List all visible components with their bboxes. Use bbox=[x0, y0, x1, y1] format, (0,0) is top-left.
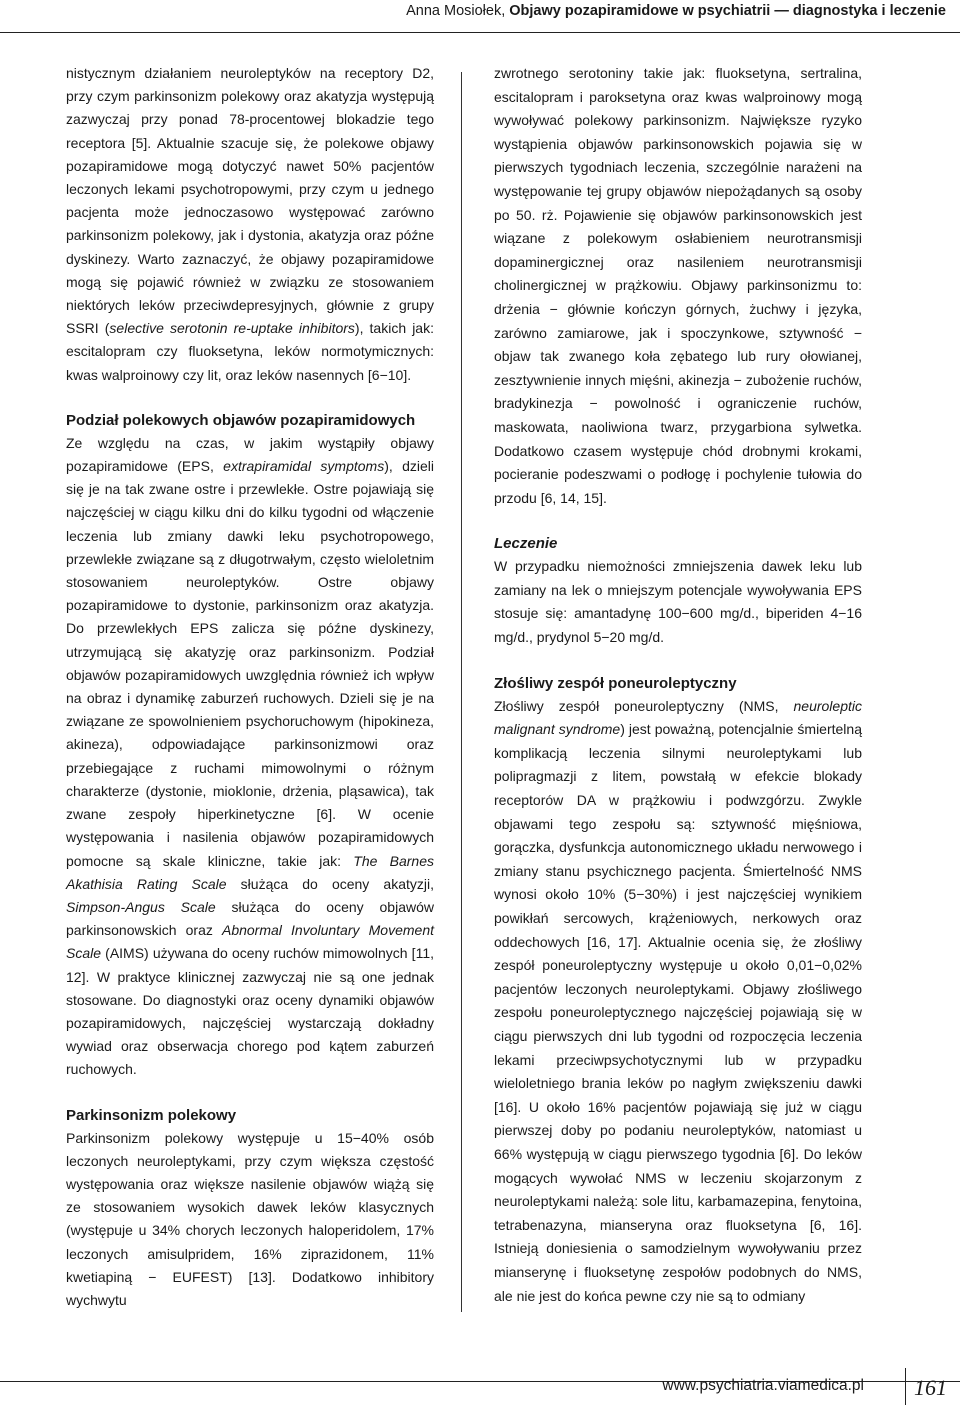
section-heading-podzial: Podział polekowych objawów pozapiramidowych bbox=[66, 411, 416, 429]
running-header bbox=[406, 0, 946, 22]
section-heading-leczenie: Leczenie bbox=[494, 535, 558, 553]
section-heading-parkinsonizm: Parkinsonizm polekowy bbox=[66, 1106, 237, 1124]
paragraph: zwrotnego serotoniny takie jak: fluoksetyna, sertralina, escitalopram i paroksetyna oraz kwas walproinowy mogą wywoływać polekowy parkinsonizm. Największe ryzyko wystąpienia objawów parkinsonowskich pojawia się w pierwszych tygodniach leczenia, szczególnie narażeni na występowanie tej grupy objawów niepożądanych są osoby po 50. rż. Pojawienie się objawów parkinsonowskich jest wiązane z polekowym osłabieniem neurotransmisji dopaminergicznej oraz nasileniem neurotransmisji cholinergicznej w prążkowiu. Objawy parkinsonizmu to: drżenia − głównie kończyn górnych, żuchwy i języka, zarówno zamiarowe, jak i spoczynkowe, sztywność − objaw tak zwanego koła zębatego lub rury ołowianej, zesztywnienie innych mięśni, akinezja − zubożenie ruchów, bradykinezja − powolność i ograniczenie ruchów, maskowata, naoliwiona twarz, przygarbiona sylwetka. Dodatkowo czasem występuje chód drobnymi krokami, pocieranie podeszwami o podłogę i pochylenie tułowia do przodu [6, 14, 15]. bbox=[494, 65, 862, 506]
journal-url: www.psychiatria.viamedica.pl bbox=[662, 1377, 864, 1394]
right-column bbox=[494, 62, 862, 1308]
section-heading-nms: Złośliwy zespół poneuroleptyczny bbox=[494, 674, 737, 692]
header-title: Objawy pozapiramidowe w psychiatrii — diagnostyka i leczenie bbox=[505, 3, 946, 19]
paragraph: nistycznym działaniem neuroleptyków na receptory D2, przy czym parkinsonizm polekowy oraz akatyzja występują zazwyczaj przy ponad 78-procentowej blokadzie tego receptora [5]. Aktualnie szacuje się, że polekowe objawy pozapiramidowe mogą dotyczyć nawet 50% pacjentów leczonych lekami psychotropowymi, przy czym u jednego pacjenta może jednoczasowo występować zarówno parkinsonizm polekowy, jak i dystonia, akatyzja oraz późne dyskinezy. Warto zaznaczyć, że objawy pozapiramidowe mogą się pojawić również w związku ze stosowaniem niektórych leków przeciwdepresyjnych, głównie z grupy SSRI (selective serotonin re-uptake inhibitors), takich jak: escitalopram czy fluoksetyna, leków normotymicznych: kwas walproinowy czy lit, oraz leków nasennych [6−10]. bbox=[66, 65, 434, 383]
page-number: 161 bbox=[914, 1375, 947, 1400]
paragraph: Parkinsonizm polekowy występuje u 15−40% osób leczonych neuroleptykami, przy czym większa częstość występowania oraz większe nasilenie objawów wiążą się ze stosowaniem wysokich dawek leków klasycznych (występuje u 34% chorych leczonych haloperidolem, 17% leczonych amisulpridem, 16% ziprazidonem, 11% kwetiapiną − EUFEST) [13]. Dodatkowo inhibitory wychwytu bbox=[66, 1129, 434, 1308]
left-column bbox=[66, 62, 434, 1312]
header-rule bbox=[0, 32, 960, 33]
paragraph: Złośliwy zespół poneuroleptyczny (NMS, neuroleptic malignant syndrome) jest poważną, potencjalnie śmiertelną komplikacją leczenia silnymi neuroleptykami lub polipragmazji z litem, powstałą w efekcie blokady receptorów DA w prążkowiu i podwzgórzu. Zwykle objawami tego zespołu są: sztywność mięśniowa, gorączka, dysfunkcja autonomicznego układu nerwowego i zmiany stanu psychicznego pacjenta. Śmiertelność NMS wynosi około 10% (5−30%) i jest najczęściej wynikiem powikłań sercowych, krążeniowych, nerkowych oraz oddechowych [16, 17]. Aktualnie ocenia się, że złośliwy zespół poneuroleptyczny występuje u około 0,01−0,02% pacjentów leczonych neuroleptykami. Objawy złośliwego zespołu poneuroleptycznego najczęściej pojawiają się w ciągu pierwszych dni lub tygodni od rozpoczęcia leczenia lekami przeciwpsychotycznymi lub w przypadku wieloletniego brania leków po nagłym zwiększeniu dawki [16]. U około 16% pacjentów pojawiają się już w ciągu pierwszej doby po podaniu neuroleptyków, natomiast u 66% występują w ciągu pierwszego tygodnia [6]. Do leków mogących wywołać NMS w leczeniu skojarzonym z neuroleptykami należą: sole litu, karbamazepina, fenytoina, tetrabenazyna, mianseryna oraz fluoksetyna [6, 16]. Istnieją doniesienia o samodzielnym wywoływaniu przez mianserynę i fluoksetynę zespołów podobnych do NMS, ale nie jest do końca pewne czy nie są to odmiany bbox=[494, 697, 862, 1304]
paragraph: Ze względu na czas, w jakim wystąpiły objawy pozapiramidowe (EPS, extrapiramidal symptoms), dzieli się je na tak zwane ostre i przewlekłe. Ostre pojawiają się najczęściej w ciągu kilku dni do kilku tygodni od włączenie leczenia lub zmiany dawki leku psychotropowego, przewlekłe związane są z długotrwałym, często wieloletnim stosowaniem neuroleptyków. Ostre objawy pozapiramidowe to dystonie, parkinsonizm oraz akatyzja. Do przewlekłych EPS zalicza się późne dyskinezy, utrzymującą się akatyzję oraz parkinsonizm. Podział objawów pozapiramidowych uwzględnia również ich wpływ na obraz i dynamikę zaburzeń ruchowych. Dzieli się je na związane ze spowolnieniem psychoruchowym (hipokineza, akineza), odpowiadające parkinsonizmowi oraz przebiegające z ruchami mimowolnymi o różnym charakterze (dystonie, mioklonie, drżenia, pląsawica), tak zwane zespoły hiperkinetyczne [6]. W ocenie występowania i nasilenia objawów pozapiramidowych pomocne są skale kliniczne, takie jak: The Barnes Akathisia Rating Scale służąca do oceny akatyzji, Simpson-Angus Scale służąca do oceny objawów parkinsonowskich oraz Abnormal Involuntary Movement Scale (AIMS) używana do oceny ruchów mimowolnych [11, 12]. W praktyce klinicznej zazwyczaj nie są one jednak stosowane. Do diagnostyki oraz oceny dynamiki objawów pozapiramidowych, najczęściej wystarczają dokładny wywiad oraz obserwacja chorego pod kątem zaburzeń ruchowych. bbox=[66, 434, 435, 1078]
column-divider bbox=[461, 72, 462, 1312]
paragraph: W przypadku niemożności zmniejszenia dawek leku lub zamiany na lek o mniejszym potencjale wywoływania EPS stosuje się: amantadynę 100−600 mg/d., biperiden 4−16 mg/d., prydynol 5−20 mg/d. bbox=[494, 558, 862, 646]
header-author: Anna Mosiołek, bbox=[406, 3, 506, 19]
footer-separator bbox=[905, 1368, 906, 1405]
